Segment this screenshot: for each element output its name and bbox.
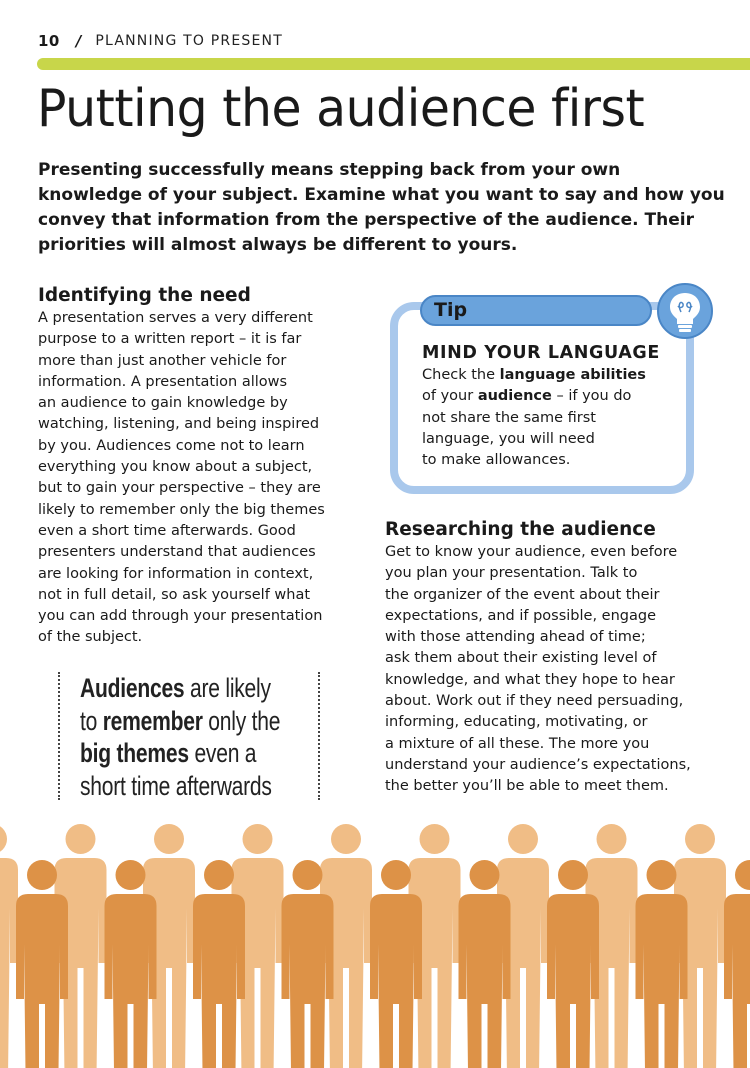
body-line: understand your audience’s expectations, — [385, 756, 691, 773]
body-line: knowledge, and what they hope to hear — [385, 671, 675, 688]
identifying-need-body — [38, 308, 348, 649]
tip-label: Tip — [434, 299, 468, 321]
body-line: you plan your presentation. Talk to — [385, 565, 638, 582]
intro-paragraph: Presenting successfully means stepping back from your own knowledge of your subject. Examine what you want to say and how you convey that information from the perspective of the audience. Their priorities will almost always be different to yours. — [38, 160, 725, 255]
body-line: likely to remember only the big themes — [38, 501, 325, 518]
body-line: informing, educating, motivating, or — [385, 714, 648, 731]
body-line: about. Work out if they need persuading, — [385, 693, 684, 710]
crowd-figure-back — [0, 824, 18, 1068]
quote-line: to remember only the — [80, 705, 281, 736]
tip-body — [422, 365, 682, 471]
section-name: PLANNING TO PRESENT — [95, 33, 283, 49]
body-line: not in full detail, so ask yourself what — [38, 586, 311, 603]
running-header — [38, 30, 283, 52]
body-line: even a short time afterwards. Good — [38, 522, 296, 539]
body-line: are looking for information in context, — [38, 565, 314, 582]
pull-quote — [58, 672, 320, 800]
body-line: a mixture of all these. The more you — [385, 735, 650, 752]
tip-line: Check the language abilities — [422, 367, 646, 383]
quote-line: Audiences are likely — [80, 673, 271, 703]
tip-heading: MIND YOUR LANGUAGE — [422, 343, 660, 363]
body-line: of the subject. — [38, 629, 143, 646]
lightbulb-icon — [656, 282, 714, 340]
quote-line: short time afterwards — [80, 770, 272, 801]
quote-line: big themes even a — [80, 738, 257, 768]
header-separator: / — [75, 32, 82, 50]
body-line: presenters understand that audiences — [38, 544, 316, 561]
crowd-figure-front — [724, 860, 750, 1068]
tip-line: language, you will need — [422, 430, 595, 447]
body-line: but to gain your perspective – they are — [38, 480, 321, 497]
body-line: the better you’ll be able to meet them. — [385, 778, 669, 795]
page-title: Putting the audience first — [37, 79, 645, 139]
tip-line: of your audience – if you do — [422, 388, 632, 405]
identifying-need-heading: Identifying the need — [38, 285, 251, 306]
body-line: information. A presentation allows — [38, 373, 288, 390]
body-line: with those attending ahead of time; — [385, 629, 646, 646]
researching-audience-heading: Researching the audience — [385, 519, 656, 540]
tip-line: not share the same first — [422, 409, 596, 426]
body-line: you can add through your presentation — [38, 608, 323, 625]
tip-line: to make allowances. — [422, 452, 571, 469]
crowd-illustration — [0, 818, 750, 1068]
body-line: by you. Audiences come not to learn — [38, 437, 305, 454]
body-line: Get to know your audience, even before — [385, 544, 678, 560]
body-line: expectations, and if possible, engage — [385, 607, 657, 624]
body-line: an audience to gain knowledge by — [38, 395, 288, 412]
body-line: watching, listening, and being inspired — [38, 416, 320, 433]
header-rule — [37, 58, 750, 70]
researching-audience-body — [385, 542, 735, 798]
body-line: the organizer of the event about their — [385, 586, 660, 603]
body-line: purpose to a written report – it is far — [38, 331, 302, 348]
body-line: ask them about their existing level of — [385, 650, 657, 667]
page-number: 10 — [38, 32, 60, 50]
body-line: A presentation serves a very different — [38, 310, 313, 326]
body-line: everything you know about a subject, — [38, 459, 313, 476]
body-line: more than just another vehicle for — [38, 352, 287, 369]
